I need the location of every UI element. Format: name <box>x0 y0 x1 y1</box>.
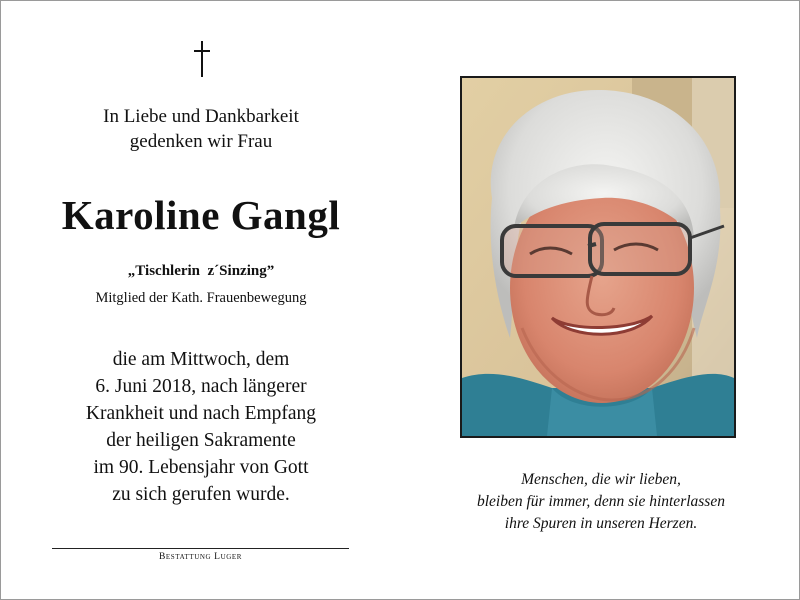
notice-line: der heiligen Sakramente <box>106 430 296 451</box>
notice-line: zu sich gerufen wurde. <box>112 484 290 505</box>
notice-line: 6. Juni 2018, nach längerer <box>95 376 307 397</box>
deceased-name: Karoline Gangl <box>61 192 341 238</box>
quote-line: bleiben für immer, denn sie hinterlassen <box>477 493 725 510</box>
intro-text <box>41 104 361 154</box>
membership: Mitglied der Kath. Frauenbewegung <box>95 290 307 306</box>
notice-line: die am Mittwoch, dem <box>112 349 290 370</box>
cross-icon <box>192 41 212 79</box>
quote-line: Menschen, die wir lieben, <box>521 471 681 488</box>
memorial-quote <box>431 469 771 535</box>
nickname: „Tischlerin z´Sinzing” <box>127 263 275 279</box>
death-notice <box>41 346 361 508</box>
notice-line: im 90. Lebensjahr von Gott <box>93 457 309 478</box>
quote-line: ihre Spuren in unseren Herzen. <box>504 515 698 532</box>
intro-line: gedenken wir Frau <box>129 131 273 152</box>
divider <box>52 548 349 549</box>
funeral-home: Bestattung Luger <box>158 552 243 562</box>
notice-line: Krankheit und nach Empfang <box>85 403 317 424</box>
intro-line: In Liebe und Dankbarkeit <box>103 106 299 127</box>
portrait-photo <box>460 76 736 438</box>
